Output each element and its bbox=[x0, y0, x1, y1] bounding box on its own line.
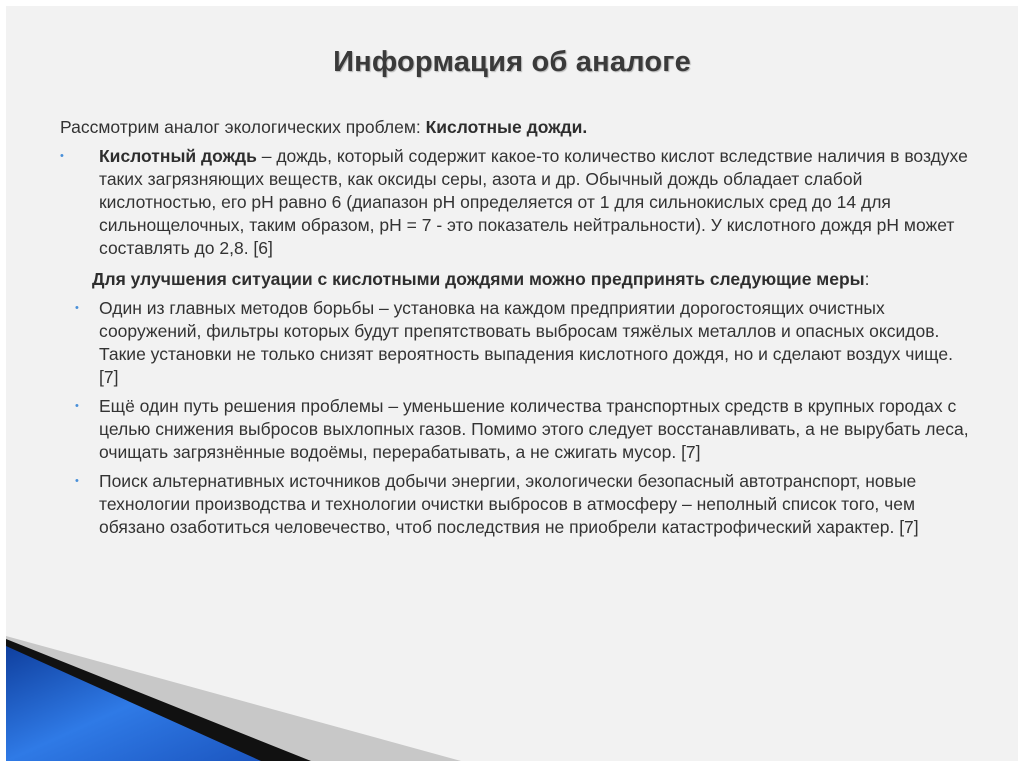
measures-heading-text: Для улучшения ситуации с кислотными дождями можно предпринять следующие меры bbox=[92, 269, 865, 289]
definition-paragraph bbox=[60, 145, 970, 260]
intro-topic: Кислотные дожди. bbox=[425, 117, 588, 137]
intro-prefix: Рассмотрим аналог экологических проблем: bbox=[60, 117, 426, 137]
slide-content bbox=[60, 116, 970, 545]
slide bbox=[6, 6, 1018, 761]
bullet-icon: • bbox=[75, 475, 79, 487]
definition-term: Кислотный дождь bbox=[99, 146, 257, 166]
measures-heading bbox=[60, 268, 970, 291]
measure-item bbox=[60, 297, 970, 389]
bullet-icon: • bbox=[75, 400, 79, 412]
measures-heading-colon: : bbox=[864, 269, 870, 289]
definition-text: – дождь, который содержит какое-то количество кислот вследствие наличия в воздухе таких загрязняющих веществ, как оксиды серы, азота и др. Обычный дождь обладает слабой кислотностью, его pH равно 6 (диапазон pH определяется от 1 для сильнокислых сред до 14 для сильнощелочных, таким образом, pH = 7 - это показатель нейтральности). У кислотного дождя pH может составлять до 2,8. [6] bbox=[99, 146, 968, 258]
slide-title: Информация об аналоге bbox=[333, 46, 691, 78]
bullet-icon: • bbox=[60, 150, 64, 162]
measure-item bbox=[60, 395, 970, 464]
intro-line bbox=[60, 116, 970, 139]
measure-item bbox=[60, 470, 970, 539]
measure-text: Поиск альтернативных источников добычи энергии, экологически безопасный автотранспорт, новые технологии производства и технологии очистки выбросов в атмосферу – неполный список того, чем обязано озаботиться человечество, чтоб последствия не приобрели катастрофический характер. [7] bbox=[99, 471, 919, 537]
bullet-icon: • bbox=[75, 302, 79, 314]
measure-text: Один из главных методов борьбы – установка на каждом предприятии дорогостоящих очистных сооружений, фильтры которых будут препятствовать выбросам тяжёлых металлов и опасных оксидов. Такие установки не только снизят вероятность выпадения кислотного дождя, но и сделают воздух чище. [7] bbox=[99, 298, 953, 387]
measure-text: Ещё один путь решения проблемы – уменьшение количества транспортных средств в крупных городах с целью снижения выбросов выхлопных газов. Помимо этого следует восстанавливать, а не вырубать леса, очищать загрязнённые водоёмы, перерабатывать, а не сжигать мусор. [7] bbox=[99, 396, 969, 462]
